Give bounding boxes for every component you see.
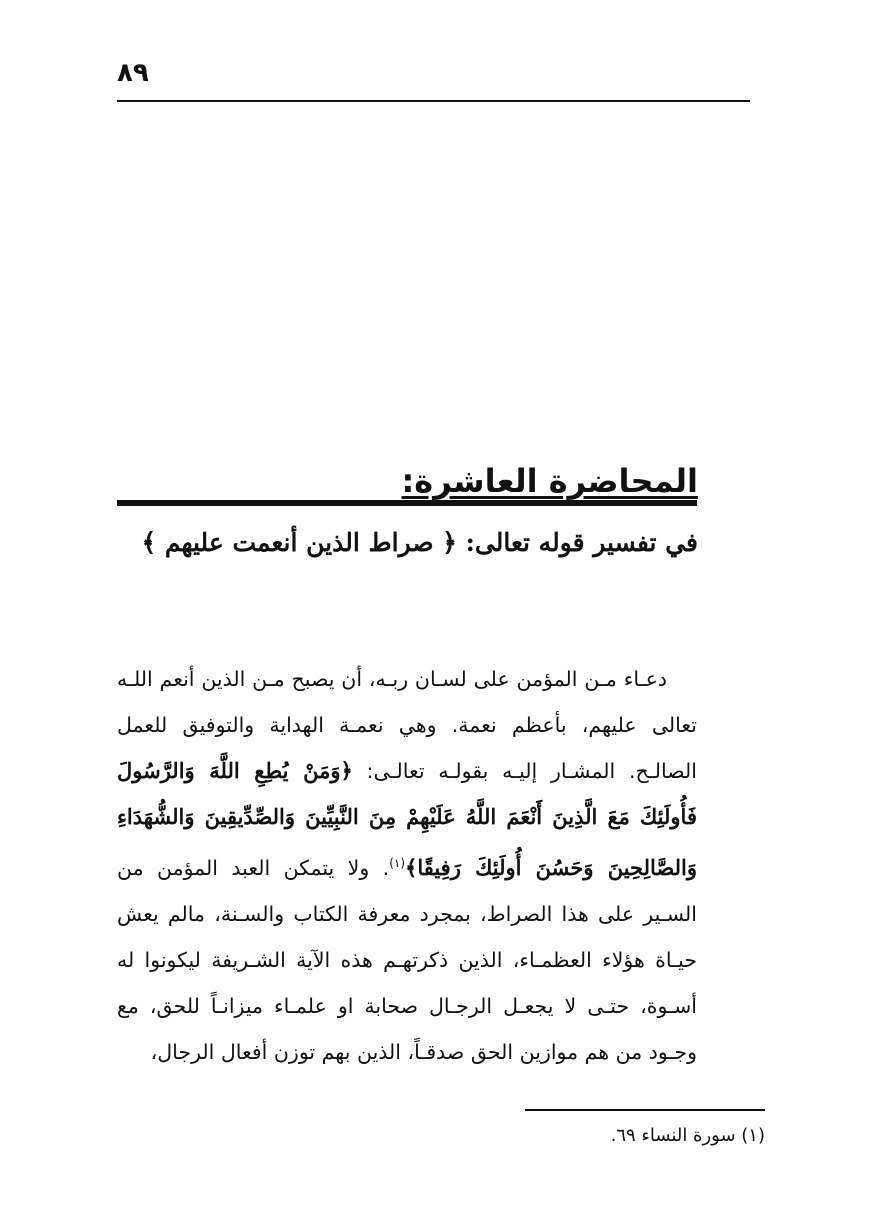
quran-verse: ﴿وَمَنْ يُطِعِ اللَّهَ وَالرَّسُولَ فَأُولَئِكَ مَعَ الَّذِينَ أَنْعَمَ اللَّهُ عَلَيْهِمْ مِنَ النَّبِيِّينَ وَالصِّدِّيقِينَ وَالشُّهَدَاءِ وَالصَّالِحِينَ وَحَسُنَ أُولَئِكَ رَفِيقًا﴾ [117,758,697,880]
title-rule [117,500,697,506]
lecture-subtitle: في تفسير قوله تعالى: ﴿ صراط الذين أنعمت عليهم ﴾ [141,528,698,557]
footnote-reference: (١) [389,856,406,870]
header-rule [117,100,750,102]
page-number: ٨٩ [117,58,149,88]
paragraph-text-part1: دعـاء مـن المؤمن على لسـان ربـه، أن يصبح مـن الذين أنعم اللـه تعالى عليهم، بأعظم نعمة. وهي نعمـة الهداية والتوفيق للعمل الصالـح. المشـار إليـه بقولـه تعالـى: [117,667,697,783]
body-paragraph [117,656,697,1075]
lecture-title: المحاضرة العاشرة: [401,462,698,500]
footnote: (١) سورة النساء ٦٩. [610,1125,765,1146]
footnote-rule [525,1109,765,1111]
paragraph-text-part2: . ولا يتمكن العبد المؤمن من السـير على هذا الصراط، بمجرد معرفة الكتاب والسـنة، مالم يعش حيـاة هؤلاء العظمـاء، الذين ذكرتهـم هذه الآية الشـريفة ليكونوا له أسـوة، حتـى لا يجعـل الرجـال صحابة او علمـاء ميزانـاً للحق، مع وجـود من هم موازين الحق صدقـاً، الذين بهم توزن أفعال الرجال، [117,855,697,1064]
